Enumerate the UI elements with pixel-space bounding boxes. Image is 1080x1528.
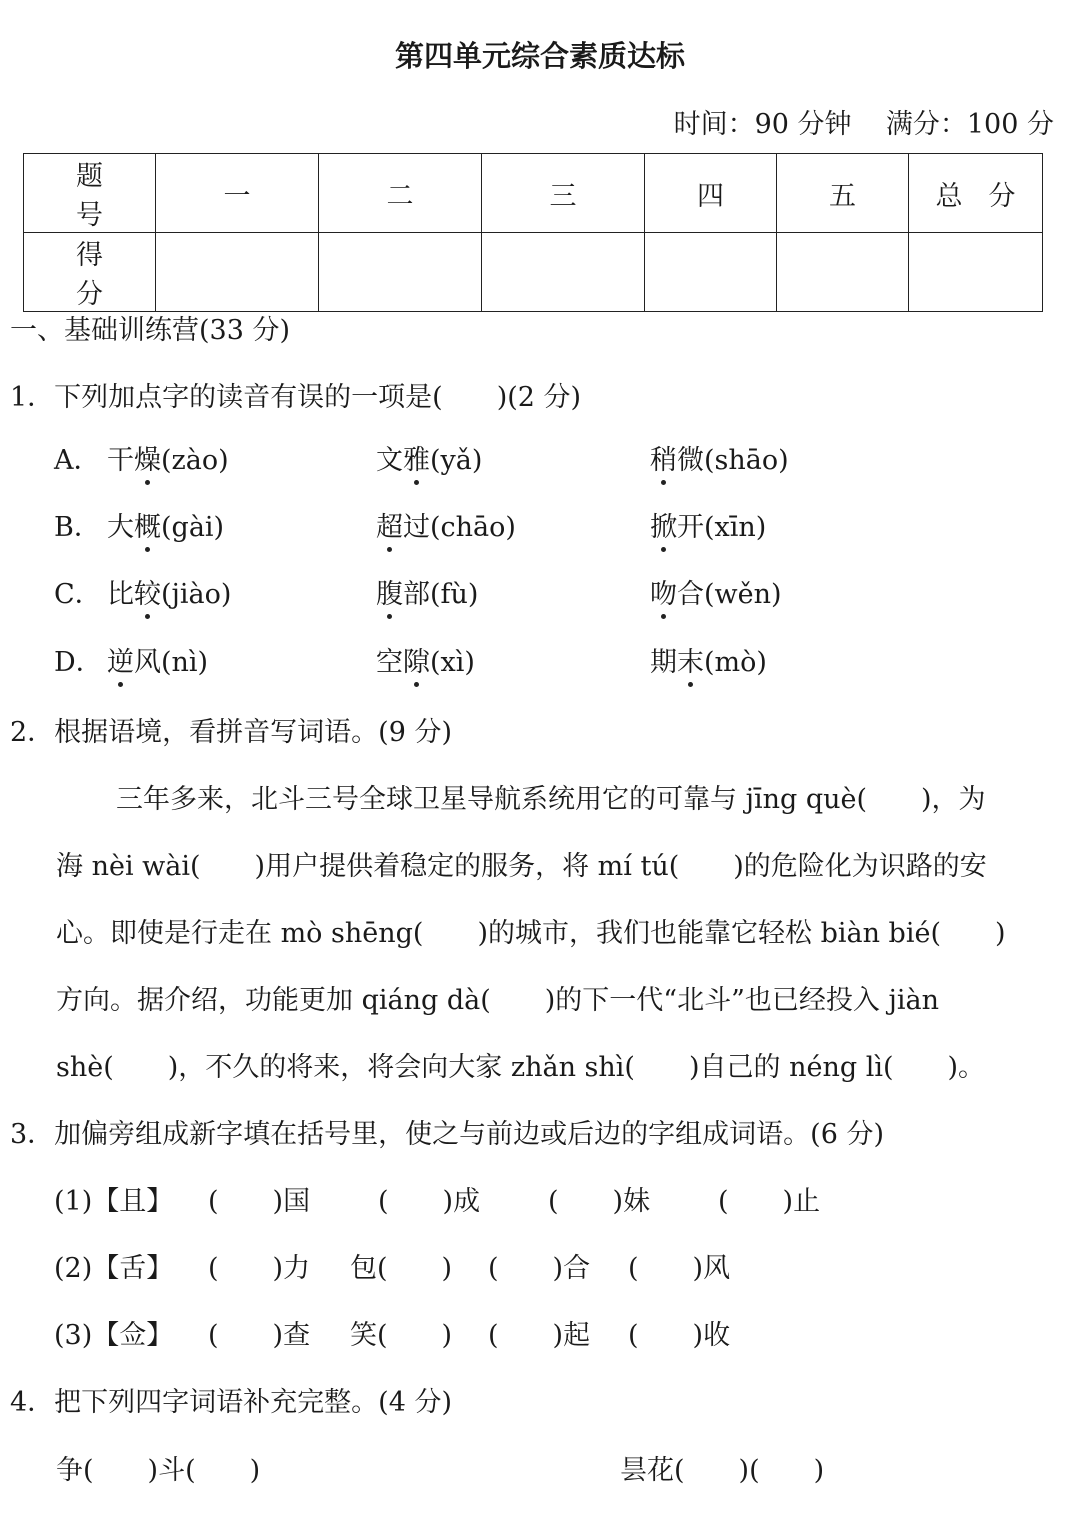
idiom-item: 争( )斗( ): [56, 1455, 261, 1486]
option-word: [376, 640, 475, 679]
word-suffix-pinyin: (xì): [430, 647, 475, 678]
passage-line: 心。即使是行走在 mò shēng( )的城市，我们也能靠它轻松 biàn bié( ): [56, 918, 1006, 949]
option-word: [376, 572, 478, 611]
dotted-character: 末: [677, 640, 704, 679]
total-label-cell: 总分: [909, 154, 1043, 233]
dotted-character: 吻: [650, 572, 677, 611]
word-prefix: 期: [650, 647, 677, 678]
header-cell: 三: [482, 154, 645, 233]
word-suffix-pinyin: 过(chāo): [403, 512, 516, 543]
passage-line: 三年多来，北斗三号全球卫星导航系统用它的可靠与 jīng què( )，为: [116, 784, 986, 815]
dotted-character: 超: [376, 505, 403, 544]
word-suffix-pinyin: (mò): [704, 647, 767, 678]
option-word: [376, 505, 516, 544]
word-suffix-pinyin: 微(shāo): [677, 445, 789, 476]
fill-blank-item[interactable]: ( )查: [208, 1320, 311, 1351]
dotted-character: 掀: [650, 505, 677, 544]
fill-blank-item[interactable]: 笑( ): [350, 1320, 453, 1351]
question-1-prompt: 1．下列加点字的读音有误的一项是( )(2 分): [10, 382, 582, 413]
score-table: [23, 153, 1043, 312]
passage-line: 海 nèi wài( )用户提供着稳定的服务，将 mí tú( )的危险化为识路的安: [56, 851, 987, 882]
fill-blank-item[interactable]: ( )止: [718, 1186, 821, 1217]
score-label-cell: 得分: [24, 233, 156, 312]
option-word: [107, 640, 208, 679]
word-prefix: 比: [107, 579, 134, 610]
word-suffix-pinyin: 合(wěn): [677, 579, 782, 610]
word-suffix-pinyin: (yǎ): [430, 445, 483, 476]
word-suffix-pinyin: 风(nì): [134, 647, 209, 678]
question-2-prompt: 2．根据语境，看拼音写词语。(9 分): [10, 717, 453, 748]
score-cell[interactable]: [909, 233, 1043, 312]
dotted-character: 稍: [650, 438, 677, 477]
option-word: [107, 438, 229, 477]
option-word: [376, 438, 482, 477]
option-word: [650, 572, 782, 611]
header-cell: 五: [777, 154, 909, 233]
dotted-character: 隙: [403, 640, 430, 679]
fill-blank-item[interactable]: ( )妹: [548, 1186, 651, 1217]
passage-line: 方向。据介绍，功能更加 qiáng dà( )的下一代“北斗”也已经投入 jiàn: [56, 985, 939, 1016]
dotted-character: 较: [134, 572, 161, 611]
option-word: [650, 640, 767, 679]
score-table-score-row: [24, 233, 1043, 312]
fill-blank-item[interactable]: ( )力: [208, 1253, 311, 1284]
question-3-prompt: 3．加偏旁组成新字填在括号里，使之与前边或后边的字组成词语。(6 分): [10, 1119, 885, 1150]
fill-blank-item[interactable]: ( )收: [628, 1320, 731, 1351]
dotted-character: 燥: [134, 438, 161, 477]
option-label[interactable]: C．: [54, 579, 102, 610]
option-word: [107, 572, 231, 611]
score-cell[interactable]: [482, 233, 645, 312]
dotted-character: 雅: [403, 438, 430, 477]
fill-blank-item[interactable]: ( )风: [628, 1253, 731, 1284]
word-suffix-pinyin: 部(fù): [403, 579, 479, 610]
word-suffix-pinyin: (jiào): [161, 579, 232, 610]
dotted-character: 逆: [107, 640, 134, 679]
header-cell: 四: [645, 154, 777, 233]
radical-label: (1)【且】: [54, 1186, 174, 1217]
word-suffix-pinyin: (zào): [161, 445, 229, 476]
dotted-character: 腹: [376, 572, 403, 611]
page-title: 第四单元综合素质达标: [394, 39, 685, 73]
fill-blank-item[interactable]: ( )国: [208, 1186, 311, 1217]
word-suffix-pinyin: (gài): [161, 512, 225, 543]
exam-meta: 时间：90 分钟 满分：100 分: [673, 109, 1054, 140]
radical-label: (2)【舌】: [54, 1253, 174, 1284]
header-label-cell: 题号: [24, 154, 156, 233]
fill-blank-item[interactable]: 包( ): [350, 1253, 453, 1284]
header-cell: 二: [319, 154, 482, 233]
passage-line: shè( )，不久的将来，将会向大家 zhǎn shì( )自己的 néng lì( )。: [56, 1052, 986, 1083]
word-prefix: 空: [376, 647, 403, 678]
option-word: [650, 505, 766, 544]
score-cell[interactable]: [156, 233, 319, 312]
option-label[interactable]: A．: [54, 445, 101, 476]
question-4-prompt: 4．把下列四字词语补充完整。(4 分): [10, 1387, 453, 1418]
fill-blank-item[interactable]: ( )起: [488, 1320, 591, 1351]
word-suffix-pinyin: 开(xīn): [677, 512, 767, 543]
score-cell[interactable]: [777, 233, 909, 312]
option-word: [107, 505, 224, 544]
fill-blank-item[interactable]: ( )成: [378, 1186, 481, 1217]
option-label[interactable]: D．: [54, 647, 103, 678]
dotted-character: 概: [134, 505, 161, 544]
fill-blank-item[interactable]: ( )合: [488, 1253, 591, 1284]
option-label[interactable]: B．: [54, 512, 101, 543]
word-prefix: 干: [107, 445, 134, 476]
score-cell[interactable]: [645, 233, 777, 312]
header-cell: 一: [156, 154, 319, 233]
option-word: [650, 438, 789, 477]
score-cell[interactable]: [319, 233, 482, 312]
word-prefix: 文: [376, 445, 403, 476]
section-heading: 一、基础训练营(33 分): [10, 315, 291, 346]
radical-label: (3)【佥】: [54, 1320, 174, 1351]
score-table-header-row: [24, 154, 1043, 233]
word-prefix: 大: [107, 512, 134, 543]
idiom-item: 昙花( )( ): [620, 1455, 825, 1486]
